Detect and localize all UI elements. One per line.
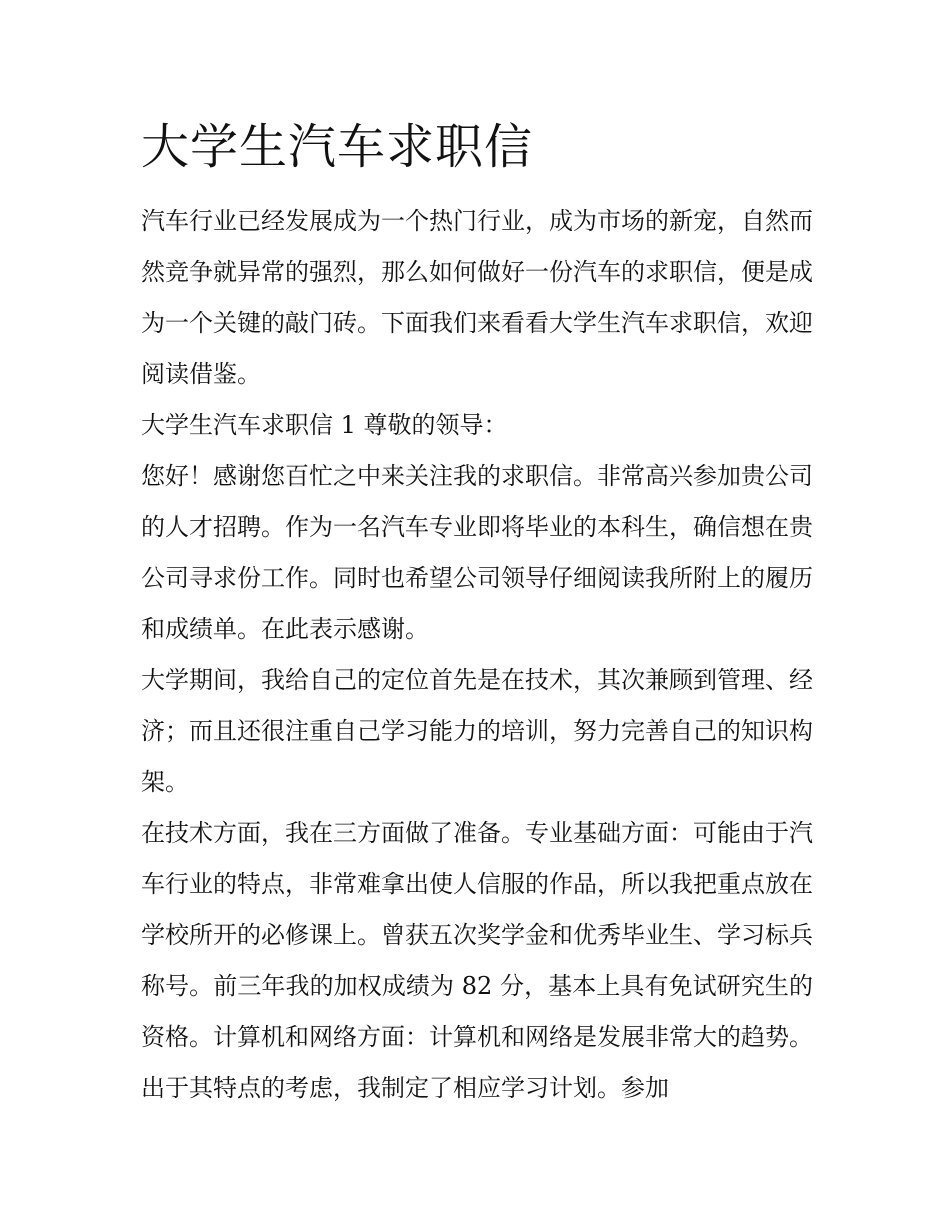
document-page <box>141 116 813 1114</box>
letter-heading-paragraph: 大学生汽车求职信 1 尊敬的领导： <box>141 411 508 439</box>
self-positioning-paragraph: 大学期间，我给自己的定位首先是在技术，其次兼顾到管理、经济；而且还很注重自己学习能力的培训，努力完善自己的知识构架。 <box>141 666 813 796</box>
intro-paragraph: 汽车行业已经发展成为一个热门行业，成为市场的新宠，自然而然竞争就异常的强烈，那么如何做好一份汽车的求职信，便是成为一个关键的敲门砖。下面我们来看看大学生汽车求职信，欢迎阅读借鉴。 <box>141 207 813 388</box>
technical-preparation-paragraph: 在技术方面，我在三方面做了准备。专业基础方面：可能由于汽车行业的特点，非常难拿出使人信服的作品，所以我把重点放在学校所开的必修课上。曾获五次奖学金和优秀毕业生、学习标兵称号。前三年我的加权成绩为 82 分，基本上具有免试研究生的资格。计算机和网络方面：计算机和网络是发展非常大的趋势。出于其特点的考虑，我制定了相应学习计划。参加 <box>141 819 813 1102</box>
document-title: 大学生汽车求职信 <box>141 119 534 175</box>
greeting-paragraph: 您好！感谢您百忙之中来关注我的求职信。非常高兴参加贵公司的人才招聘。作为一名汽车专业即将毕业的本科生，确信想在贵公司寻求份工作。同时也希望公司领导仔细阅读我所附上的履历和成绩单。在此表示感谢。 <box>141 462 813 643</box>
